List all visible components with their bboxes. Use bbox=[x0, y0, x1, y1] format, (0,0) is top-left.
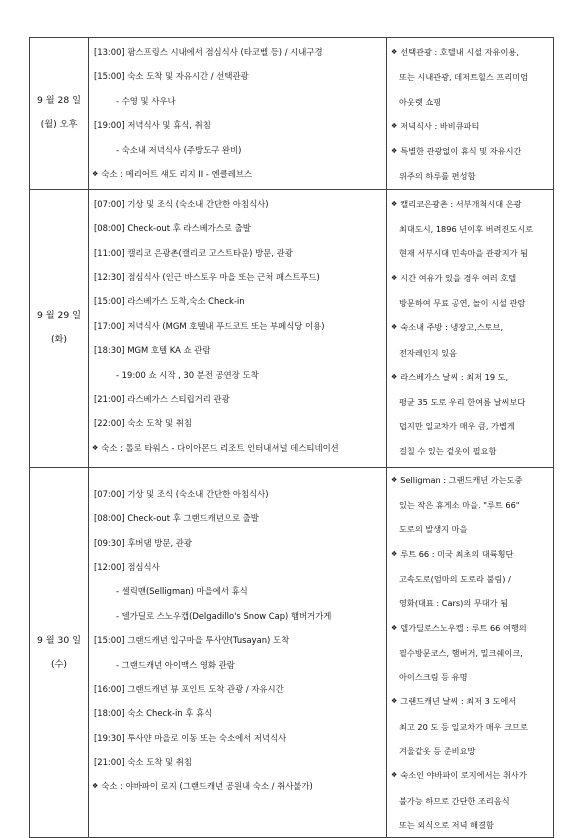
date-cell bbox=[30, 189, 89, 467]
note-text: 아웃렛 쇼핑 bbox=[399, 96, 442, 107]
weekday-label: (수) bbox=[50, 658, 68, 670]
bullet-icon: ❖ bbox=[92, 782, 99, 791]
bullet-icon: ❖ bbox=[391, 372, 398, 381]
schedule-text: - 숙소내 저녁식사 (주방도구 완비) bbox=[116, 144, 242, 155]
note-text: 위주의 하루를 편성함 bbox=[399, 171, 476, 182]
schedule-line bbox=[89, 726, 386, 750]
note-text: 숙소내 주방 : 냉장고,스토브, bbox=[400, 322, 504, 333]
note-text: 캘리코은광촌 : 서부개척시대 은광 bbox=[400, 198, 522, 209]
note-line bbox=[387, 114, 553, 139]
schedule-text: [07:00] 기상 및 조식 (숙소내 간단한 아침식사) bbox=[94, 198, 269, 209]
schedule-text: [18:30] MGM 호텔 KA 쇼 관람 bbox=[94, 345, 211, 356]
note-line bbox=[387, 164, 553, 188]
note-text: 겨울같옷 등 준비요망 bbox=[399, 746, 476, 757]
schedule-line bbox=[89, 289, 386, 313]
note-line bbox=[387, 689, 553, 714]
note-text: 그랜드캐년 날씨 : 최저 3 도에서 bbox=[400, 696, 517, 707]
day-row-sep29 bbox=[30, 189, 554, 467]
schedule-line bbox=[89, 701, 386, 725]
note-line bbox=[387, 341, 553, 365]
lodging-line bbox=[89, 774, 386, 798]
schedule-line bbox=[89, 314, 386, 338]
itinerary-table bbox=[29, 37, 554, 838]
schedule-cell bbox=[89, 38, 387, 190]
schedule-text: [08:00] Check-out 후 그랜드캐년으로 출발 bbox=[94, 513, 259, 524]
bullet-icon: ❖ bbox=[92, 169, 99, 178]
schedule-line bbox=[89, 138, 386, 162]
schedule-line bbox=[89, 506, 386, 530]
bullet-icon: ❖ bbox=[92, 443, 99, 452]
schedule-text: [21:00] 라스베가스 스티립거리 관광 bbox=[94, 393, 230, 404]
date-cell bbox=[30, 38, 89, 190]
note-line bbox=[387, 266, 553, 291]
bullet-icon: ❖ bbox=[391, 323, 398, 332]
note-line bbox=[387, 439, 553, 463]
schedule-line bbox=[89, 750, 386, 774]
note-text: 불가능 하므로 간단한 조리음식 bbox=[399, 795, 510, 806]
schedule-line bbox=[89, 241, 386, 265]
note-text: 숙소인 야바파이 로지에서는 취사가 bbox=[400, 770, 527, 781]
bullet-icon: ❖ bbox=[391, 771, 398, 780]
note-text: 있는 작은 휴게소 마을. "루트 66" bbox=[399, 500, 520, 511]
schedule-text: [15:00] 라스베가스 도착,숙소 Check-in bbox=[94, 296, 245, 307]
note-line bbox=[387, 542, 553, 567]
schedule-text: [09:30] 후버댐 방문, 관광 bbox=[94, 537, 192, 548]
note-line bbox=[387, 315, 553, 340]
note-line bbox=[387, 217, 553, 241]
day-row-sep30 bbox=[30, 467, 554, 837]
schedule-text: [19:00] 저녁식사 및 휴식, 취침 bbox=[94, 120, 211, 131]
note-line bbox=[387, 739, 553, 763]
notes-cell bbox=[387, 189, 554, 467]
schedule-line bbox=[89, 192, 386, 216]
date-label: 9 월 28 일 bbox=[36, 95, 82, 107]
note-text: 저녁식사 : 바비큐파티 bbox=[400, 120, 480, 131]
schedule-text: [12:00] 점심식사 bbox=[94, 561, 160, 572]
note-line bbox=[387, 192, 553, 217]
schedule-text: [15:00] 그랜드캐년 입구마을 투사얀(Tusayan) 도착 bbox=[94, 635, 290, 646]
schedule-text: [08:00] Check-out 후 라스베가스로 출발 bbox=[94, 223, 251, 234]
schedule-line bbox=[89, 653, 386, 677]
schedule-text: 숙소 : 톨로 타워스 - 다이아몬드 리조트 인터내셔널 데스티네이션 bbox=[101, 442, 339, 453]
note-line bbox=[387, 139, 553, 164]
schedule-line bbox=[89, 338, 386, 362]
note-line bbox=[387, 241, 553, 265]
schedule-text: [17:00] 저녁식사 (MGM 호텔내 푸드코트 또는 부페식당 이용) bbox=[94, 320, 325, 331]
schedule-line bbox=[89, 411, 386, 435]
bullet-icon: ❖ bbox=[391, 147, 398, 156]
note-text: 도로의 발생지 마을 bbox=[399, 524, 468, 535]
date-label: 9 월 30 일 bbox=[36, 634, 82, 646]
note-text: 루트 66 : 미국 최초의 대륙횡단 bbox=[400, 548, 514, 559]
note-text: 델가딜로스노우캡 : 루트 66 여행의 bbox=[400, 622, 527, 633]
schedule-text: - 수영 및 사우나 bbox=[116, 95, 176, 106]
note-line bbox=[387, 414, 553, 438]
note-text: 라스베가스 날씨 : 최저 19 도, bbox=[400, 371, 509, 382]
note-line bbox=[387, 493, 553, 517]
note-text: 걸칠 수 있는 겉옷이 필요함 bbox=[399, 445, 497, 456]
note-line bbox=[387, 65, 553, 89]
note-text: Selligman : 그랜드캐년 가는도중 bbox=[400, 474, 523, 485]
note-text: 전자레인지 있음 bbox=[399, 347, 457, 358]
note-line bbox=[387, 291, 553, 315]
note-text: 방문하여 무료 공연, 놀이 시설 관람 bbox=[399, 297, 526, 308]
bullet-icon: ❖ bbox=[391, 273, 398, 282]
schedule-line bbox=[89, 40, 386, 64]
note-line bbox=[387, 616, 553, 641]
schedule-text: 숙소 : 야바파이 로지 (그랜드캐년 공원내 숙소 / 취사불가) bbox=[101, 781, 313, 792]
schedule-line bbox=[89, 604, 386, 628]
schedule-line bbox=[89, 531, 386, 555]
notes-cell bbox=[387, 467, 554, 837]
schedule-text: - 19:00 쇼 시작 , 30 분전 공연장 도착 bbox=[116, 369, 259, 380]
note-text: 특별한 관광없이 휴식 및 자유시간 bbox=[400, 146, 522, 157]
bullet-icon: ❖ bbox=[391, 199, 398, 208]
schedule-line bbox=[89, 677, 386, 701]
schedule-cell bbox=[89, 467, 387, 837]
schedule-line bbox=[89, 363, 386, 387]
note-text: 영화(대표 : Cars)의 무대가 됨 bbox=[399, 598, 509, 609]
schedule-text: [11:00] 캘리코 은광촌(캘리코 고스트타운) 방문, 관광 bbox=[94, 247, 293, 258]
note-text: 현재 서부시대 민속마을 관광지가 됨 bbox=[399, 248, 529, 259]
schedule-text: [18:00] 숙소 Check-in 후 휴식 bbox=[94, 708, 213, 719]
note-line bbox=[387, 567, 553, 591]
notes-cell bbox=[387, 38, 554, 190]
schedule-line bbox=[89, 265, 386, 289]
note-line bbox=[387, 813, 553, 837]
note-text: 아이스크림 등 유명 bbox=[399, 672, 468, 683]
weekday-label: (월) 오후 bbox=[40, 119, 78, 131]
note-text: 고속도로(엄마의 도로라 불림) / bbox=[399, 573, 511, 584]
schedule-line bbox=[89, 555, 386, 579]
lodging-line bbox=[89, 436, 386, 460]
schedule-line bbox=[89, 113, 386, 137]
schedule-line bbox=[89, 89, 386, 113]
note-text: 최고 20 도 등 일교차가 매우 크므로 bbox=[399, 721, 528, 732]
schedule-text: [22:00] 숙소 도착 및 취침 bbox=[94, 418, 192, 429]
schedule-text: [13:00] 팜스프링스 시내에서 점심식사 (타코벨 등) / 시내구경 bbox=[94, 47, 323, 57]
schedule-text: - 그랜드캐년 아이맥스 영화 관람 bbox=[116, 659, 235, 670]
schedule-text: [12:30] 점심식사 (인근 바스토우 마을 또는 근처 패스트푸드) bbox=[94, 271, 320, 282]
note-line bbox=[387, 517, 553, 541]
note-line bbox=[387, 365, 553, 390]
schedule-text: [19:30] 투사얀 마을로 이동 또는 숙소에서 저녁식사 bbox=[94, 732, 287, 743]
schedule-line bbox=[89, 482, 386, 506]
note-text: 또는 외식으로 저녁 해결함 bbox=[399, 819, 494, 830]
note-line bbox=[387, 715, 553, 739]
weekday-label: (화) bbox=[50, 334, 68, 346]
schedule-text: [15:00] 숙소 도착 및 자유시간 / 선택관광 bbox=[94, 71, 249, 82]
day-row-sep28 bbox=[30, 38, 554, 190]
note-line bbox=[387, 789, 553, 813]
bullet-icon: ❖ bbox=[391, 48, 398, 56]
schedule-text: - 셀릭맨(Selligman) 마을에서 휴식 bbox=[116, 586, 248, 597]
note-text: 또는 시내관광, 데저트힐스 프리미엄 bbox=[399, 72, 529, 83]
note-line bbox=[387, 763, 553, 788]
schedule-text: [16:00] 그랜드캐년 뷰 포인트 도착 관광 / 자유시간 bbox=[94, 683, 284, 694]
note-text: 시간 여유가 있을 경우 여러 호텔 bbox=[400, 272, 517, 283]
schedule-text: - 델가딜로 스노우캡(Delgadillo's Snow Cap) 햄버거가게 bbox=[116, 610, 332, 621]
lodging-line bbox=[89, 162, 386, 186]
note-line bbox=[387, 591, 553, 615]
note-text: 덥지만 일교차가 매우 큼, 가볍게 bbox=[399, 421, 515, 432]
schedule-line bbox=[89, 579, 386, 603]
note-line bbox=[387, 390, 553, 414]
note-text: 평균 35 도로 우리 한여름 날씨보다 bbox=[399, 397, 526, 408]
schedule-text: [21:00] 숙소 도착 및 취침 bbox=[94, 757, 192, 768]
schedule-text: [07:00] 기상 및 조식 (숙소내 간단한 아침식사) bbox=[94, 488, 269, 499]
note-text: 최대도시, 1896 년이후 버려진도시로 bbox=[399, 224, 534, 235]
bullet-icon: ❖ bbox=[391, 475, 398, 484]
note-text: 필수방문코스, 햄버거, 밀크쉐이크, bbox=[399, 647, 523, 658]
note-line bbox=[387, 665, 553, 689]
bullet-icon: ❖ bbox=[391, 697, 398, 706]
date-label: 9 월 29 일 bbox=[36, 310, 82, 322]
bullet-icon: ❖ bbox=[391, 623, 398, 632]
schedule-line bbox=[89, 387, 386, 411]
bullet-icon: ❖ bbox=[391, 121, 398, 130]
bullet-icon: ❖ bbox=[391, 549, 398, 558]
note-line bbox=[387, 40, 553, 65]
note-line bbox=[387, 90, 553, 114]
date-cell bbox=[30, 467, 89, 837]
schedule-text: 숙소 : 메리어트 섀도 리지 II - 엔클레브스 bbox=[101, 168, 253, 179]
schedule-cell bbox=[89, 189, 387, 467]
schedule-line bbox=[89, 64, 386, 88]
schedule-line bbox=[89, 628, 386, 652]
schedule-line bbox=[89, 216, 386, 240]
note-text: 선택관광 : 호텔내 시설 자유이용, bbox=[400, 47, 519, 57]
note-line bbox=[387, 468, 553, 493]
note-line bbox=[387, 641, 553, 665]
